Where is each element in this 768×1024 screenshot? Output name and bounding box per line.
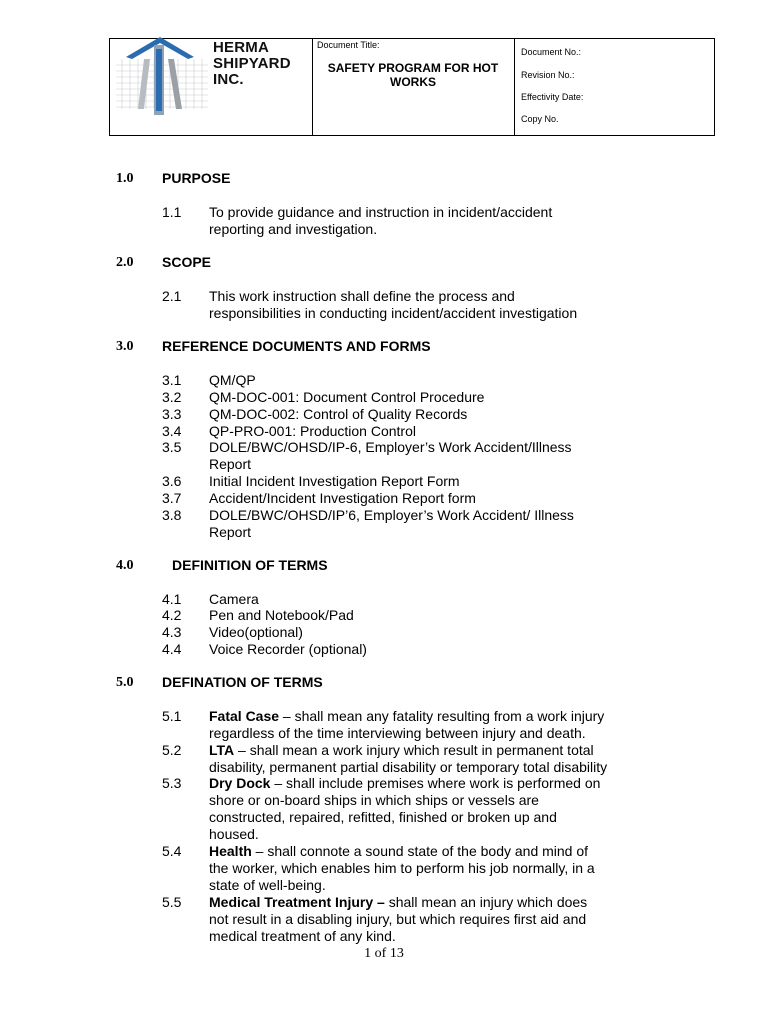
item-line: Report <box>209 524 252 540</box>
item-line: reporting and investigation. <box>209 221 378 237</box>
item-text <box>209 389 659 406</box>
shipyard-logo-icon <box>108 19 212 129</box>
item-number: 3.6 <box>162 473 182 489</box>
item-line: Video(optional) <box>209 624 303 640</box>
item-text <box>209 708 659 742</box>
item-text <box>209 894 659 945</box>
section-title: PURPOSE <box>162 170 231 186</box>
defined-term: Medical Treatment Injury – <box>209 894 385 910</box>
document-title-label: Document Title: <box>317 40 380 50</box>
defined-term: Dry Dock <box>209 775 271 791</box>
item-text <box>209 607 659 624</box>
item-line: medical treatment of any kind. <box>209 928 396 944</box>
item-line <box>209 843 659 860</box>
section-number: 2.0 <box>116 255 134 270</box>
item-line: QP-PRO-001: Production Control <box>209 423 416 439</box>
item-text <box>209 288 659 322</box>
definition-text: – shall mean a work injury which result in permanent total <box>234 742 594 758</box>
item-line: regardless of the time interviewing between injury and death. <box>209 725 586 741</box>
item-number: 5.2 <box>162 742 182 758</box>
item-number: 3.5 <box>162 439 182 455</box>
item-number: 1.1 <box>162 204 182 220</box>
effectivity-date-label: Effectivity Date: <box>521 92 584 102</box>
item-text <box>209 439 659 473</box>
title-cell <box>312 39 515 135</box>
item-number: 4.3 <box>162 624 182 640</box>
item-line: Initial Incident Investigation Report Form <box>209 473 460 489</box>
item-line: the worker, which enables him to perform his job normally, in a <box>209 860 595 876</box>
item-line: QM-DOC-001: Document Control Procedure <box>209 389 485 405</box>
item-text <box>209 507 659 541</box>
item-text <box>209 843 659 894</box>
item-number: 5.4 <box>162 843 182 859</box>
item-line <box>209 742 659 759</box>
defined-term: LTA <box>209 742 235 758</box>
item-text <box>209 591 659 608</box>
item-number: 3.4 <box>162 423 182 439</box>
logo-cell <box>110 39 313 135</box>
item-number: 3.7 <box>162 490 182 506</box>
item-line: DOLE/BWC/OHSD/IP’6, Employer’s Work Accident/ Illness <box>209 507 574 523</box>
item-line: Report <box>209 456 252 472</box>
item-text <box>209 406 659 423</box>
item-number: 5.3 <box>162 775 182 791</box>
section-title: REFERENCE DOCUMENTS AND FORMS <box>162 338 431 354</box>
item-text <box>209 204 659 238</box>
item-line: Camera <box>209 591 259 607</box>
item-line <box>209 775 659 792</box>
item-line <box>209 894 659 911</box>
section-number: 1.0 <box>116 171 134 186</box>
item-number: 4.2 <box>162 607 182 623</box>
item-line: QM/QP <box>209 372 256 388</box>
item-number: 4.1 <box>162 591 182 607</box>
definition-text: shall mean an injury which does <box>384 894 588 910</box>
item-line: Accident/Incident Investigation Report form <box>209 490 476 506</box>
item-line: Voice Recorder (optional) <box>209 641 367 657</box>
item-line: housed. <box>209 826 259 842</box>
item-text <box>209 624 659 641</box>
item-line: This work instruction shall define the process and <box>209 288 515 304</box>
section-title: DEFINATION OF TERMS <box>162 674 323 690</box>
company-name-line1: HERMA <box>213 39 269 56</box>
item-text <box>209 423 659 440</box>
section-number: 4.0 <box>116 558 134 573</box>
item-line: shore or on-board ships in which ships or vessels are <box>209 792 539 808</box>
document-title: SAFETY PROGRAM FOR HOT WORKS <box>327 61 499 89</box>
definition-text: – shall connote a sound state of the body and mind of <box>251 843 589 859</box>
company-name <box>213 40 312 88</box>
definition-text: – shall mean any fatality resulting from a work injury <box>279 708 605 724</box>
item-line: Pen and Notebook/Pad <box>209 607 354 623</box>
item-number: 3.3 <box>162 406 182 422</box>
definition-text: – shall include premises where work is performed on <box>270 775 601 791</box>
copy-no-label: Copy No. <box>521 114 559 124</box>
item-text <box>209 742 659 776</box>
item-line <box>209 708 659 725</box>
page-number: 1 of 13 <box>364 946 404 961</box>
defined-term: Fatal Case <box>209 708 280 724</box>
item-line: disability, permanent partial disability or temporary total disability <box>209 759 608 775</box>
item-text <box>209 372 659 389</box>
item-line: To provide guidance and instruction in incident/accident <box>209 204 553 220</box>
item-number: 4.4 <box>162 641 182 657</box>
item-line: state of well-being. <box>209 877 326 893</box>
section-title: DEFINITION OF TERMS <box>172 557 328 573</box>
item-text <box>209 490 659 507</box>
section-title: SCOPE <box>162 254 212 270</box>
item-number: 3.1 <box>162 372 182 388</box>
item-line: DOLE/BWC/OHSD/IP-6, Employer’s Work Accident/Illness <box>209 439 572 455</box>
item-line: responsibilities in conducting incident/accident investigation <box>209 305 578 321</box>
item-line: QM-DOC-002: Control of Quality Records <box>209 406 468 422</box>
section-number: 3.0 <box>116 339 134 354</box>
item-line: constructed, repaired, refitted, finished or broken up and <box>209 809 557 825</box>
item-text <box>209 775 659 843</box>
item-number: 2.1 <box>162 288 182 304</box>
company-name-line2: SHIPYARD INC. <box>213 55 291 88</box>
item-number: 5.1 <box>162 708 182 724</box>
item-text <box>209 473 659 490</box>
item-line: not result in a disabling injury, but which requires first aid and <box>209 911 587 927</box>
document-header-table <box>109 38 715 136</box>
section-number: 5.0 <box>116 675 134 690</box>
item-text <box>209 641 659 658</box>
defined-term: Health <box>209 843 252 859</box>
item-number: 3.2 <box>162 389 182 405</box>
revision-no-label: Revision No.: <box>521 70 575 80</box>
document-no-label: Document No.: <box>521 47 582 57</box>
document-meta-cell <box>514 39 714 135</box>
item-number: 5.5 <box>162 894 182 910</box>
item-number: 3.8 <box>162 507 182 523</box>
